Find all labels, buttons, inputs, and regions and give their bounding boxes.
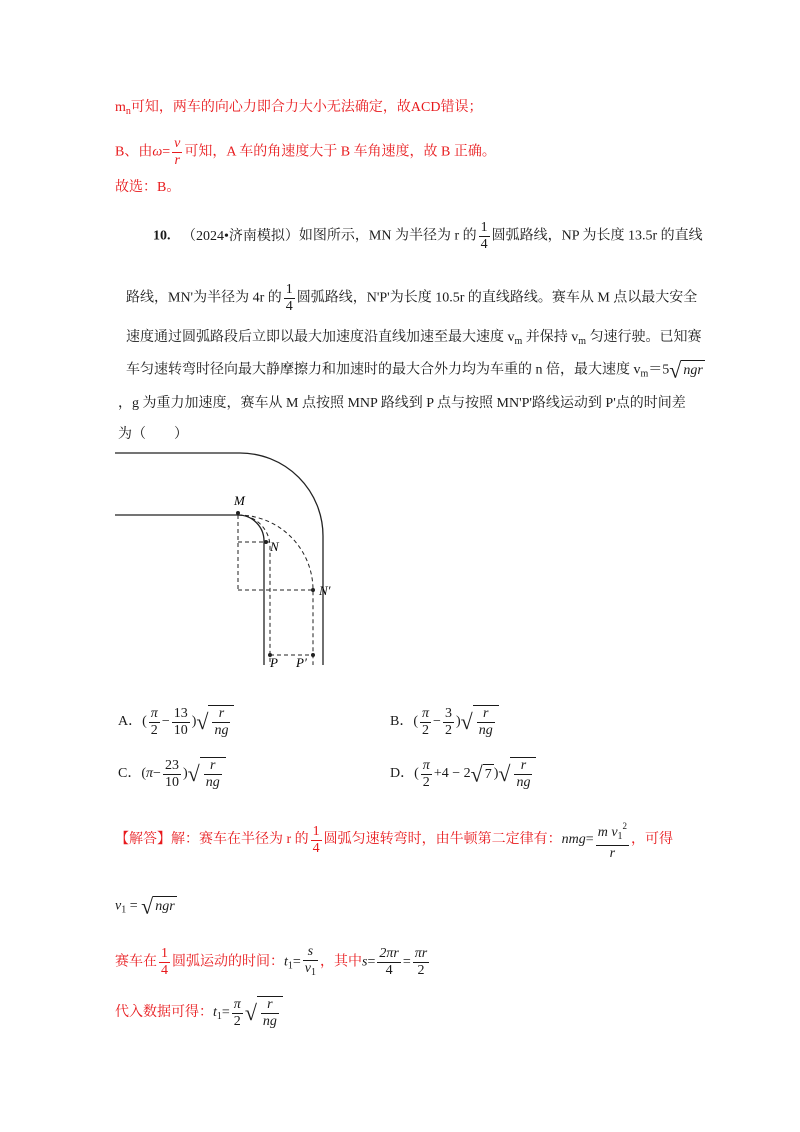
label-p-prime: P′ <box>296 655 307 670</box>
question-l1b: 圆弧路线，NP 为长度 13.5r 的直线 <box>491 228 703 244</box>
option-d[interactable]: D．( $\frac{\pi}{2}$ +4 − 2√ 7 )√ $\frac{r}{ng}$ <box>390 757 536 791</box>
fraction-2pir-4: $\frac{2\pi r}{4}$ <box>379 946 399 978</box>
frac-den: 4 <box>285 299 293 314</box>
fraction-quarter-3: $\frac{1}{4}$ <box>312 823 320 856</box>
question-line-4 <box>126 357 705 385</box>
sub-m: m <box>514 336 523 347</box>
frac: $\frac{23}{10}$ <box>164 757 179 790</box>
question-l2b: 圆弧路线，N'P'为长度 10.5r 的直线路线。赛车从 M 点以最大安全 <box>296 290 698 306</box>
label-p: P <box>270 655 278 670</box>
frac-num: 1 <box>480 220 488 235</box>
fraction-quarter <box>479 220 490 253</box>
answer-a3a: 赛车在 <box>115 954 157 970</box>
answer-a4a: 代入数据可得： <box>115 1005 213 1021</box>
question-l3b: 并保持 v <box>522 330 579 345</box>
frac: $\frac{\pi}{2}$ <box>422 705 430 738</box>
point-n-prime <box>311 588 315 592</box>
option-c[interactable]: C．(π− $\frac{23}{10}$ )√ $\frac{r}{ng}$ <box>118 757 226 791</box>
outer-boundary <box>115 453 323 665</box>
text-rest: 可知，两车的向心力即合力大小无法确定，故ACD错误； <box>130 100 483 115</box>
fraction-pi-2: $\frac{\pi}{2}$ <box>233 996 241 1029</box>
point-n <box>264 540 268 544</box>
option-a-label: A． <box>118 714 143 730</box>
question-l3a: 速度通过圆弧路段后立即以最大加速度沿直线加速至最大速度 v <box>126 330 515 345</box>
answer-a1a: 解：赛车在半径为 r 的 <box>171 832 309 848</box>
sqrt-r-ng: √ $\frac{r}{ng}$ <box>461 705 499 739</box>
option-a[interactable]: A．( $\frac{\pi}{2}$ − $\frac{13}{10}$ )√ $\frac{r}{ng}$ <box>118 705 234 739</box>
fraction-s-v1: $\frac{s}{v_1}$ <box>303 944 318 981</box>
answer-a3b: 圆弧运动的时间： <box>172 954 284 970</box>
frac: $\frac{\pi}{2}$ <box>422 757 430 790</box>
frac-den: r <box>172 152 182 169</box>
question-number: 10. <box>153 228 171 244</box>
question-l4a: 车匀速转弯时径向最大静摩擦力和加速时的最大合外力均为车重的 n 倍，最大速度 v <box>126 362 641 378</box>
text-lead-sub: n <box>125 106 131 117</box>
fraction-quarter-2 <box>284 282 295 315</box>
label-n-prime: N′ <box>319 583 331 598</box>
label-m: M <box>234 493 245 508</box>
option-c-label: C． <box>118 766 142 782</box>
fraction-mv2-r: $\frac{m v_1^2}{r}$ <box>597 821 628 861</box>
label-n: N <box>270 539 279 554</box>
question-l1a: 如图所示，MN 为半径为 r 的 <box>298 228 477 244</box>
sqrt-r-ng: √ $\frac{r}{ng}$ <box>196 705 234 739</box>
question-source: （2024•济南模拟） <box>182 228 299 244</box>
sqrt-r-ng: √ $\frac{r}{ng}$ <box>498 757 536 791</box>
frac-den: 4 <box>480 237 488 252</box>
sub-m-2: m <box>578 336 587 347</box>
answer-line-3: 赛车在 $\frac{1}{4}$ 圆弧运动的时间：$t_1=$ $\frac{s}{v_1}$ ，其中s= $\frac{2\pi r}{4}$ = $\frac{\pi r}{2}$ <box>115 944 431 981</box>
frac: $\frac{13}{10}$ <box>173 705 188 738</box>
text-lead: m <box>115 100 126 115</box>
answer-a1c: ，可得 <box>631 832 674 848</box>
eq-sign: = <box>162 144 171 160</box>
sqrt-r-ng-ans: √ $\frac{r}{ng}$ <box>245 996 283 1030</box>
question-l4b: ＝5 <box>648 362 670 378</box>
sqrt-r-ng: √ $\frac{r}{ng}$ <box>188 757 226 791</box>
question-line-1 <box>153 220 703 253</box>
answer-tag: 【解答】 <box>115 832 171 848</box>
text-pre: B、由 <box>115 144 153 160</box>
answer-a1b: 圆弧匀速转弯时，由牛顿第二定律有： <box>323 832 562 848</box>
question-line-6: 为（ ） <box>118 427 188 442</box>
omega-symbol: ω <box>152 144 163 160</box>
frac-num: v <box>174 136 181 151</box>
option-d-label: D． <box>390 766 415 782</box>
answer-a3-mid: ，其中 <box>320 954 363 970</box>
eq-lhs: nmg <box>561 832 586 848</box>
text-line-2 <box>115 136 496 169</box>
text-post: 可知，A 车的角速度大于 B 车角速度，故 B 正确。 <box>184 144 496 160</box>
answer-line-2: $v_1$ = √ ngr <box>115 893 175 919</box>
question-l2a: 路线，MN'为半径为 4r 的 <box>126 290 282 306</box>
sqrt-body: ngr <box>681 360 704 381</box>
fraction-quarter-4: $\frac{1}{4}$ <box>161 946 168 978</box>
sub-m-3: m <box>640 368 649 380</box>
text-line-3: 故选：B。 <box>115 180 181 195</box>
fraction-pir-2: $\frac{\pi r}{2}$ <box>414 946 428 978</box>
sqrt-ngr-2: √ ngr <box>141 893 175 919</box>
option-b-label: B． <box>390 714 414 730</box>
fraction-v-r <box>172 136 182 169</box>
option-b[interactable]: B．( $\frac{\pi}{2}$ − $\frac{3}{2}$ )√ $\frac{r}{ng}$ <box>390 705 499 739</box>
answer-line-4: 代入数据可得：$t_1=$ $\frac{\pi}{2}$ √ $\frac{r}{ng}$ <box>115 996 283 1030</box>
point-m <box>236 511 240 515</box>
text-line-1 <box>115 98 482 122</box>
point-p-prime <box>311 653 315 657</box>
answer-line-1: 【解答】解：赛车在半径为 r 的 $\frac{1}{4}$ 圆弧匀速转弯时，由牛顿第二定律有：nmg= $\frac{m v_1^2}{r}$ ，可得 <box>115 818 673 862</box>
frac: $\frac{3}{2}$ <box>444 705 452 738</box>
sqrt-7: √ 7 <box>470 761 492 786</box>
frac: $\frac{\pi}{2}$ <box>150 705 158 738</box>
track-diagram <box>110 445 340 670</box>
question-l3c: 匀速行驶。已知赛 <box>586 330 702 345</box>
question-line-3 <box>126 328 702 352</box>
sqrt-ngr: √ ngr <box>669 357 703 383</box>
question-line-2 <box>126 282 697 315</box>
question-line-5: ，g 为重力加速度，赛车从 M 点按照 MNP 路线到 P 点与按照 MN'P'路线运动到 P'点的时间差 <box>118 396 686 411</box>
frac-num: 1 <box>285 282 293 297</box>
